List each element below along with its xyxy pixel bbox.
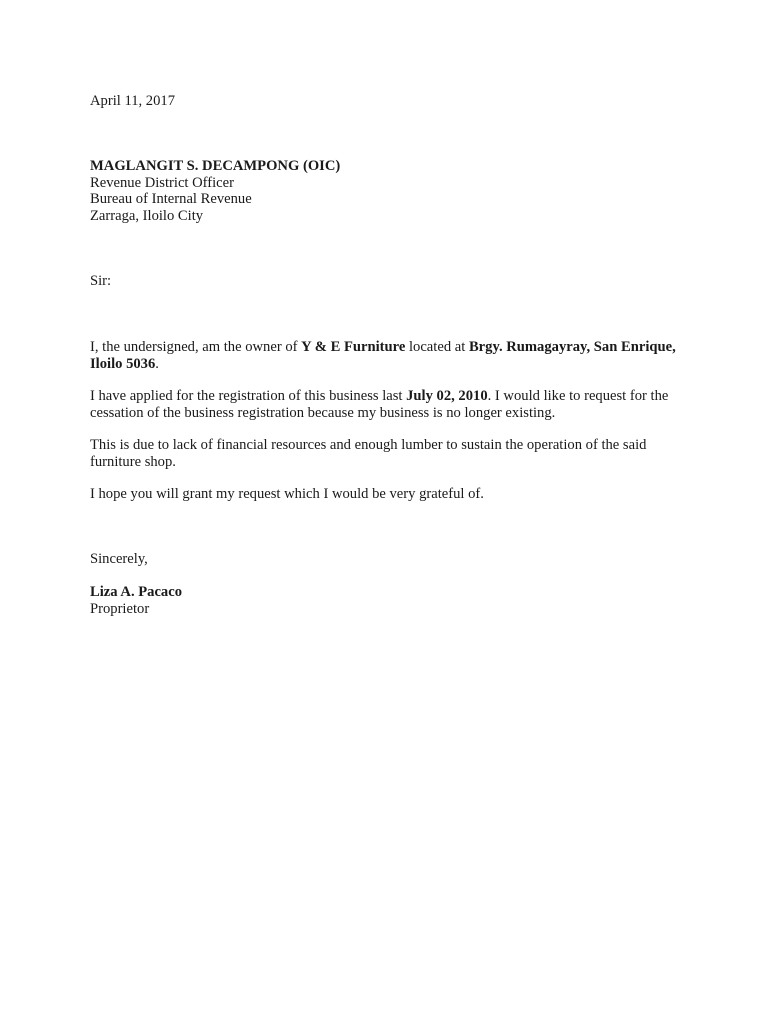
closing bbox=[90, 551, 680, 568]
paragraph-text-segment: . I would like to request for the cessation of the business registration because my business is no longer existing. bbox=[90, 388, 669, 421]
paragraph-hope-text: I hope you will grant my request which I would be very grateful of. bbox=[90, 486, 484, 502]
signatory-title: Proprietor bbox=[90, 600, 150, 617]
paragraph-hope bbox=[90, 486, 680, 503]
paragraph-ownership bbox=[90, 339, 680, 372]
business-location: Brgy. Rumagayray, San Enrique, Iloilo 5036 bbox=[90, 339, 676, 372]
paragraph-reason-text: This is due to lack of financial resources and enough lumber to sustain the operation of the said furniture shop. bbox=[90, 437, 647, 470]
signatory-name: Liza A. Pacaco bbox=[90, 584, 183, 600]
paragraph-ownership-text bbox=[90, 339, 680, 372]
paragraph-text-segment: I have applied for the registration of this business last bbox=[90, 388, 407, 404]
paragraph-reason bbox=[90, 437, 680, 470]
recipient-office: Bureau of Internal Revenue bbox=[90, 191, 252, 207]
recipient-address: Zarraga, Iloilo City bbox=[90, 207, 204, 224]
signatory-block bbox=[90, 584, 680, 617]
business-name: Y & E Furniture bbox=[301, 339, 406, 355]
paragraph-request-text bbox=[90, 388, 680, 421]
salutation bbox=[90, 273, 680, 290]
paragraph-request bbox=[90, 388, 680, 421]
registration-date: July 02, 2010 bbox=[406, 388, 488, 404]
recipient-name: MAGLANGIT S. DECAMPONG (OIC) bbox=[90, 158, 341, 174]
paragraph-text-segment: located at bbox=[405, 339, 469, 355]
closing-text: Sincerely, bbox=[90, 551, 148, 567]
letter-date bbox=[90, 93, 680, 110]
salutation-text: Sir: bbox=[90, 273, 112, 289]
date-text: April 11, 2017 bbox=[90, 93, 175, 109]
recipient-block bbox=[90, 158, 680, 224]
paragraph-text-segment: . bbox=[155, 355, 159, 372]
recipient-title: Revenue District Officer bbox=[90, 174, 234, 191]
paragraph-text-segment: I, the undersigned, am the owner of bbox=[90, 339, 302, 355]
